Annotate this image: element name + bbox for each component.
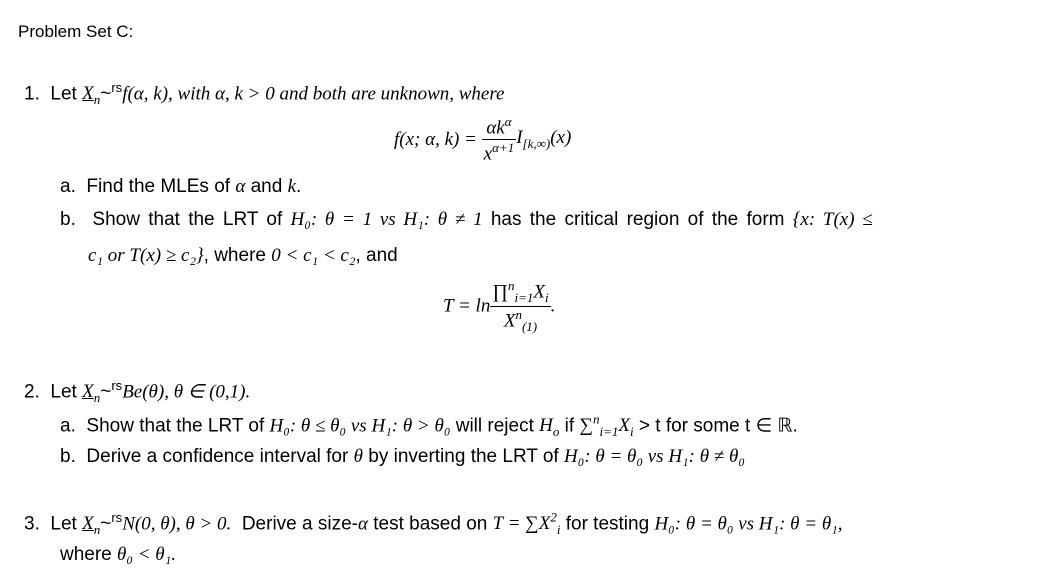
statistic-formula: T = ln $\frac{\prod^n_{i=1}X_i}{X^n_{(1)}}$ . xyxy=(443,278,556,335)
problem-3-cont: where θ₀ < θ₁. xyxy=(60,544,176,565)
density-formula: f(x; α, k) = $\frac{\alpha k^\alpha}{x^{\alpha+1}}$ $I_{[k,\infty)}(x)$ xyxy=(394,114,572,165)
page-title: Problem Set C: xyxy=(18,22,134,41)
problem-3: 3. Let $X_n\sim^{rs}N(0$, θ), θ > 0. Derive a size-α test based on $T = \sum X^2_i$ for testing H₀: θ = θ₀ vs H₁: θ = θ₁, xyxy=(24,510,843,538)
problem-number: 1. xyxy=(24,83,40,105)
problem-1b-cont: c₁ or T(x) ≥ c₂}, where 0 < c₁ < c₂, and xyxy=(88,245,398,266)
problem-1a: a. Find the MLEs of α and k. xyxy=(60,176,302,197)
problem-number: 2. xyxy=(24,381,40,403)
problem-1: 1. Let $X_n\sim^{rs}f(\alpha$, k), with α, k > 0 and both are unknown, where xyxy=(24,80,505,108)
problem-2b: b. Derive a confidence interval for θ by inverting the LRT of H₀: θ = θ₀ vs H₁: θ ≠ θ₀ xyxy=(60,446,745,467)
problem-1b: b. Show that the LRT of H₀: θ = 1 vs H₁: θ ≠ 1 has the critical region of the form {x: T(x) ≤ xyxy=(60,209,873,230)
problem-2a: a. Show that the LRT of H₀: θ ≤ θ₀ vs H₁: θ > θ₀ will reject $H_o$ if $\sum^n_{i=1}X_i > t$ for some t ∈ ℝ. xyxy=(60,412,798,440)
problem-number: 3. xyxy=(24,513,40,535)
problem-2: 2. Let $X_n\sim^{rs}Be(\theta)$, θ ∈ (0,1). xyxy=(24,378,251,406)
